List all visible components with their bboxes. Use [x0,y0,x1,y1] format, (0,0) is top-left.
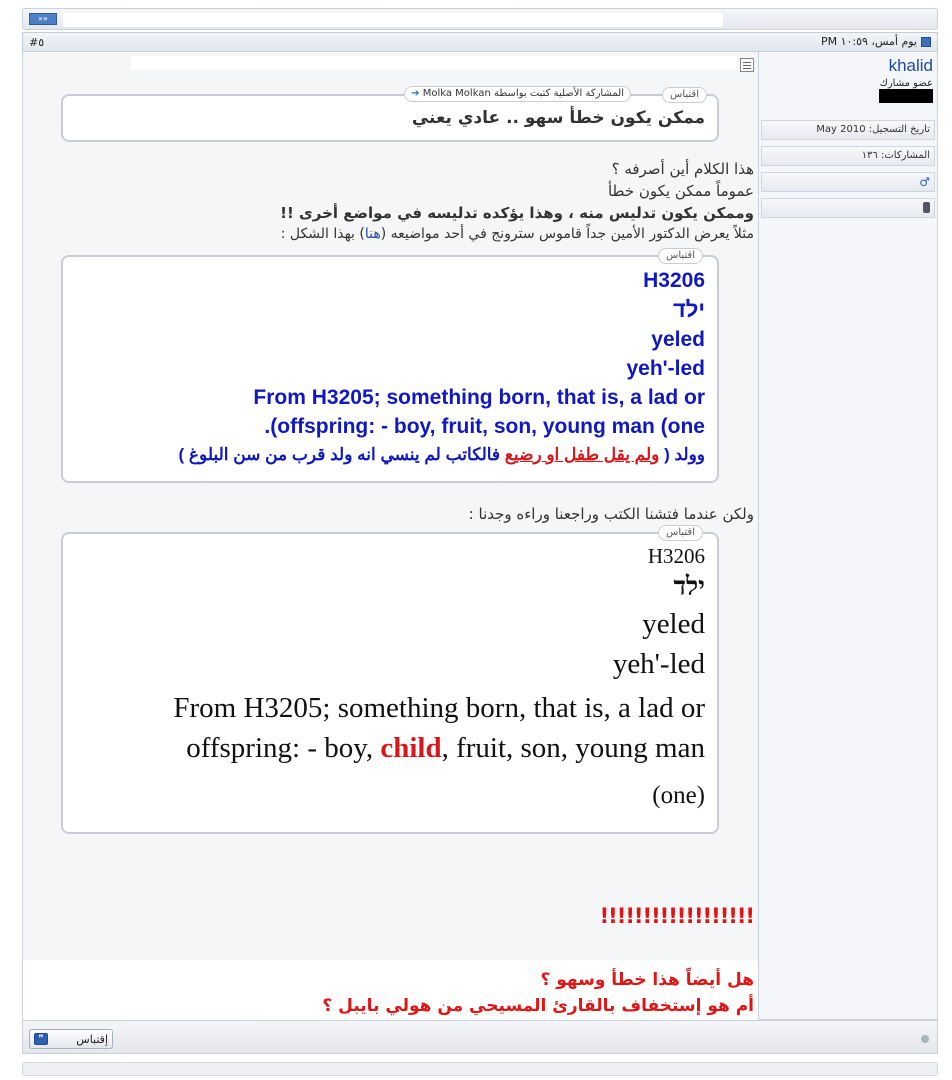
quote-box-3 [61,527,719,834]
gender-row [761,172,935,192]
definition-line-2: .(offspring: - boy, fruit, son, young man (one [264,415,705,438]
device-row [761,198,935,218]
user-info-column [758,52,938,1020]
pronunciation: yeh'-led [626,357,705,380]
quote-button[interactable] [29,1029,113,1049]
body-line-4 [281,226,754,242]
hebrew-word: ילד [672,297,705,322]
arabic-comment-red: ولم يقل طفل او رضيع [504,445,660,464]
transliteration: yeled [642,608,705,640]
user-rank-bar [879,89,933,103]
post-number-link[interactable]: #٥ [29,36,45,49]
quote-box-2 [61,250,719,483]
quote-label: اقتباس [658,248,703,264]
definition-post: , fruit, son, young man [441,732,705,764]
top-navigation-bar [22,8,938,30]
post-date [821,35,931,48]
quote-text: ممكن يكون خطأ سهو .. عادي يعني [411,108,705,128]
quote-attribution [404,86,631,102]
male-icon: ♂ [919,175,930,189]
quote-attribution-text: المشاركة الأصلية كتبت بواسطة Molka Molkan [422,88,624,99]
body-line-3: وممكن يكون تدليس منه ، وهذا يؤكده تدليسه في مواضع أخرى !! [280,204,754,222]
body-line-2: عموماً ممكن يكون خطأ [607,182,754,200]
user-title: عضو مشارك [879,78,933,89]
definition-line-1: From H3205; something born, that is, a lad or [173,692,705,724]
bottom-strip [22,1062,938,1076]
body-line-4-post: ) بهذا الشكل : [280,226,365,242]
quote-button-label: إقتباس [76,1032,108,1046]
exclamation-marks: !!!!!!!!!!!!!!!!!! [599,904,754,928]
view-post-arrow-icon[interactable]: ➔ [411,88,420,99]
arabic-comment [179,445,705,465]
quote-icon: ” [34,1033,48,1045]
jump-arrows-icon[interactable]: »» [29,13,57,25]
top-bar-strip [63,13,723,27]
body-line-1: هذا الكلام أين أصرفه ؟ [611,160,754,178]
post-content [22,52,758,1020]
hebrew-word: ילד [673,572,705,601]
message-icon [740,58,754,72]
here-link[interactable]: هنا [364,226,381,242]
status-dot-icon [921,1035,929,1043]
closing-question-2: أم هو إستخفاف بالقارئ المسيحي من هولي بايبل ؟ [322,996,754,1016]
child-highlight: child [380,732,442,764]
body-line-4-pre: مثلاً يعرض الدكتور الأمين جداً قاموس سترونج في أحد مواضيعه ( [380,226,754,242]
arabic-comment-pre: وولد ( [659,445,705,464]
username-link[interactable]: khalid [888,56,933,75]
join-date: تاريخ التسجيل: May 2010 [761,120,935,140]
closing-question-1: هل أيضاً هذا خطأ وسهو ؟ [540,970,754,990]
phone-icon [923,202,930,213]
post-footer [22,1020,938,1054]
post-icon [921,37,931,47]
quote-label: اقتباس [662,87,707,103]
pronunciation: yeh'-led [612,648,705,680]
quote-box-1 [61,88,719,142]
arabic-comment-post: فالكاتب لم ينسي انه ولد قرب من سن البلوغ ) [178,445,505,464]
post-date-text: يوم أمس، ١٠:٥٩ PM [820,35,917,48]
transliteration: yeled [651,328,705,351]
strong-number: H3206 [643,269,705,292]
definition-pre: offspring: - boy, [186,732,381,764]
definition-line-3: (one) [652,782,705,809]
post-header [22,32,938,52]
middle-line: ولكن عندما فتشنا الكتب وراجعنا وراءه وجدنا : [468,505,754,523]
message-title-strip [131,56,737,70]
definition-line-1: From H3205; something born, that is, a lad or [253,386,705,409]
quote-label: اقتباس [658,525,703,541]
post-count: المشاركات: ١٣٦ [761,146,935,166]
definition-line-2 [186,732,705,765]
strong-number: H3206 [647,544,705,568]
